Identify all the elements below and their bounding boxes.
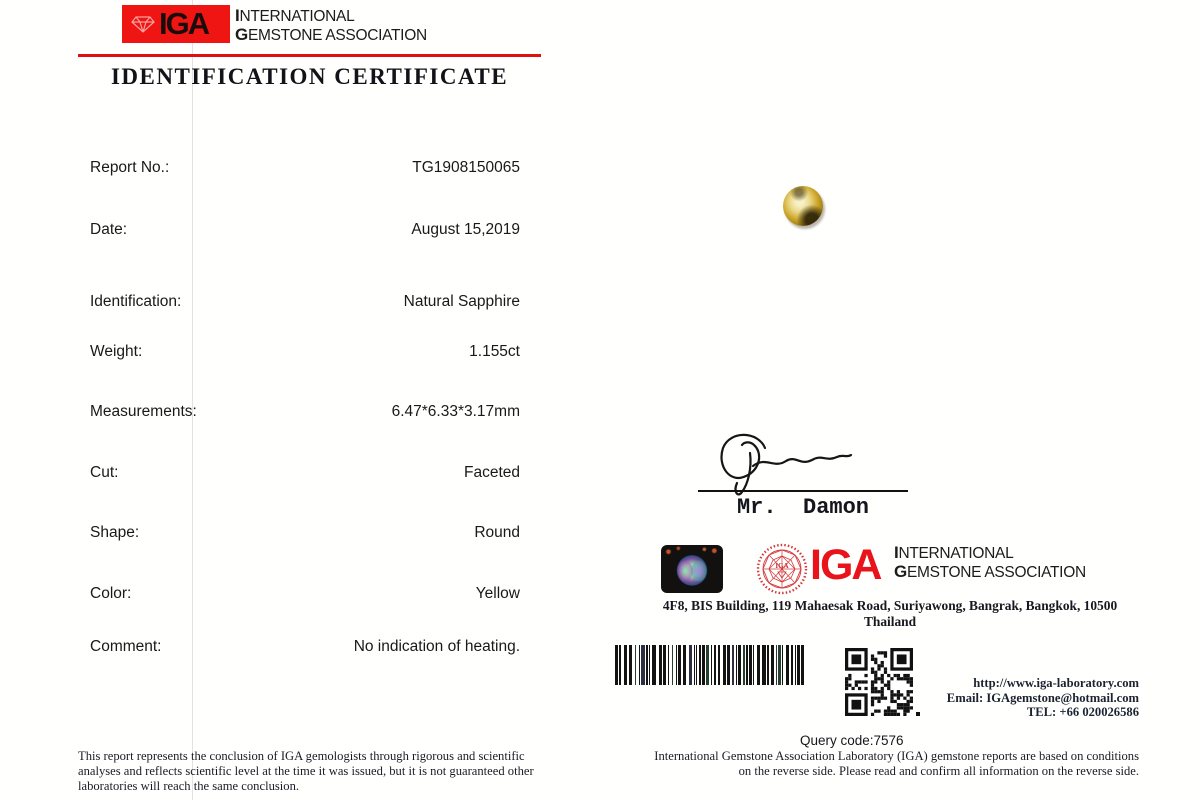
barcode: [615, 645, 807, 685]
qr-code: [845, 648, 913, 716]
org-line2: GEMSTONE ASSOCIATION: [894, 561, 1086, 581]
field-value: 1.155ct: [469, 343, 520, 360]
signatory-name: Mr. Damon: [736, 495, 870, 520]
svg-text:IGA: IGA: [775, 562, 789, 570]
org-iga-text: IGA: [810, 541, 881, 589]
field-label: Cut:: [90, 464, 119, 481]
org-name-line2: GEMSTONE ASSOCIATION: [235, 24, 427, 44]
org-address: 4F8, BIS Building, 119 Mahaesak Road, Suriyawong, Bangrak, Bangkok, 10500 Thailand: [662, 598, 1118, 629]
field-value: Round: [474, 524, 520, 541]
org-name-block: [894, 544, 1086, 581]
header-rule: [78, 54, 541, 57]
logo-org-name: [235, 7, 427, 44]
field-label: Date:: [90, 221, 128, 238]
org-line1: INTERNATIONAL: [894, 543, 1014, 562]
signature-line: [698, 490, 908, 492]
field-value: Yellow: [475, 585, 520, 602]
field-value: TG1908150065: [412, 159, 520, 176]
contact-website: http://www.iga-laboratory.com: [973, 676, 1139, 690]
disclaimer-left: This report represents the conclusion of IGA gemologists through rigorous and scientific analyses and reflects scientific level at the time it was issued, but it is not guaranteed other laboratories will reach the same conclusion.: [78, 749, 534, 793]
contact-tel: TEL: +66 020026586: [1026, 705, 1139, 720]
disclaimer-right: International Gemstone Association Laboratory (IGA) gemstone reports are based on conditions on the reverse side. Please read and confirm all information on the reverse side.: [654, 749, 1139, 778]
qr-period-dot: [916, 712, 920, 716]
field-label: Report No.:: [90, 159, 170, 176]
gem-icon: [130, 14, 156, 34]
hologram-sticker: [661, 545, 723, 593]
logo-iga-text: IGA: [159, 6, 209, 41]
field-label: Shape:: [90, 524, 140, 541]
field-value: Natural Sapphire: [403, 293, 520, 310]
field-label: Comment:: [90, 638, 162, 655]
signature: [690, 428, 910, 498]
gem-photo: [783, 186, 823, 226]
certificate-title: IDENTIFICATION CERTIFICATE: [110, 64, 509, 89]
contact-block: [947, 676, 1139, 720]
field-label: Color:: [90, 585, 132, 602]
contact-email: Email: IGAgemstone@hotmail.com: [946, 690, 1139, 705]
field-label: Weight:: [90, 343, 143, 360]
scan-fold-line: [192, 0, 193, 800]
iga-logo-box: [122, 5, 230, 43]
field-value: August 15,2019: [411, 221, 520, 238]
field-label: Measurements:: [90, 403, 197, 420]
org-name-line1: INTERNATIONAL: [235, 6, 355, 25]
field-value: Faceted: [463, 464, 520, 481]
field-label: Identification:: [90, 293, 182, 310]
iga-seal-icon: [756, 542, 808, 596]
field-value: 6.47*6.33*3.17mm: [391, 403, 520, 420]
field-value: No indication of heating.: [353, 638, 520, 655]
query-code: Query code:7576: [800, 733, 904, 748]
